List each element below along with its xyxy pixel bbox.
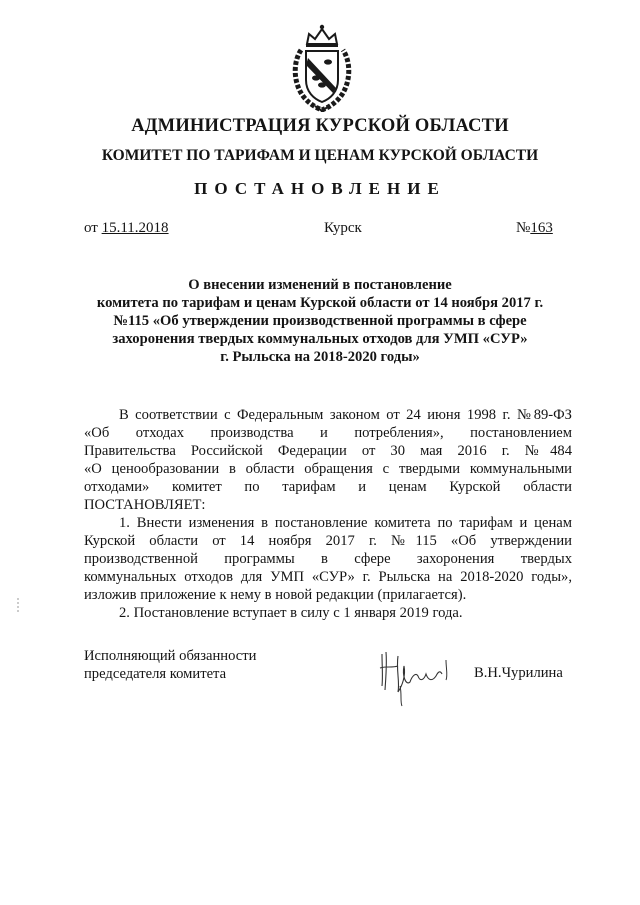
date-value: 15.11.2018 [101,220,169,236]
body-line: ПОСТАНОВЛЯЕТ: [84,497,206,513]
scan-mark [16,598,20,612]
subject-line: О внесении изменений в постановление [188,277,452,293]
organization-title: АДМИНИСТРАЦИЯ КУРСКОЙ ОБЛАСТИ [131,116,509,136]
date-prefix: от [84,220,98,236]
signatory-name: В.Н.Чурилина [474,665,563,681]
subject-line: комитета по тарифам и ценам Курской области от 14 ноября 2017 г. [96,295,544,311]
body-line: 2. Постановление вступает в силу с 1 января 2019 года. [119,605,463,621]
document-city: Курск [324,220,362,236]
signatory-position [84,647,256,683]
body-line: «О ценообразовании в области обращения с твердыми коммунальными [84,461,572,477]
body-line: производственной программы в сфере захоронения твердых [84,551,572,567]
document-date [84,220,169,237]
document-type-title: ПОСТАНОВЛЕНИЕ [194,179,446,198]
document-subject [60,276,580,366]
document-number [516,220,553,237]
body-line: коммунальных отходов для УМП «СУР» г. Рыльска на 2018-2020 годы», [84,569,572,585]
number-prefix: № [516,220,531,236]
body-line: изложив приложение к нему в новой редакции (прилагается). [84,587,467,603]
handwritten-signature-icon [376,646,466,708]
subject-line: захоронения твердых коммунальных отходов для УМП «СУР» [112,331,528,347]
coat-of-arms-icon [287,22,357,112]
position-line: Исполняющий обязанности [84,648,257,664]
body-line: Курской области от 14 ноября 2017 г. №115 «Об утверждении [84,533,572,549]
body-line: Правительства Российской Федерации от 30 мая 2016 г. №484 [84,443,572,459]
body-line: В соответствии с Федеральным законом от 24 июня 1998 г. №89-ФЗ [119,407,572,423]
body-line: 1. Внести изменения в постановление комитета по тарифам и ценам [119,515,572,531]
number-value: 163 [530,220,553,236]
body-line: отходами» комитет по тарифам и ценам Курской области [84,479,572,495]
position-line: председателя комитета [84,666,227,682]
document-body [84,406,572,622]
subject-line: г. Рыльска на 2018-2020 годы» [220,349,420,365]
committee-title: КОМИТЕТ ПО ТАРИФАМ И ЦЕНАМ КУРСКОЙ ОБЛАСТИ [101,147,539,164]
body-line: «Об отходах производства и потребления», постановлением [84,425,572,441]
subject-line: №115 «Об утверждении производственной программы в сфере [113,313,527,329]
